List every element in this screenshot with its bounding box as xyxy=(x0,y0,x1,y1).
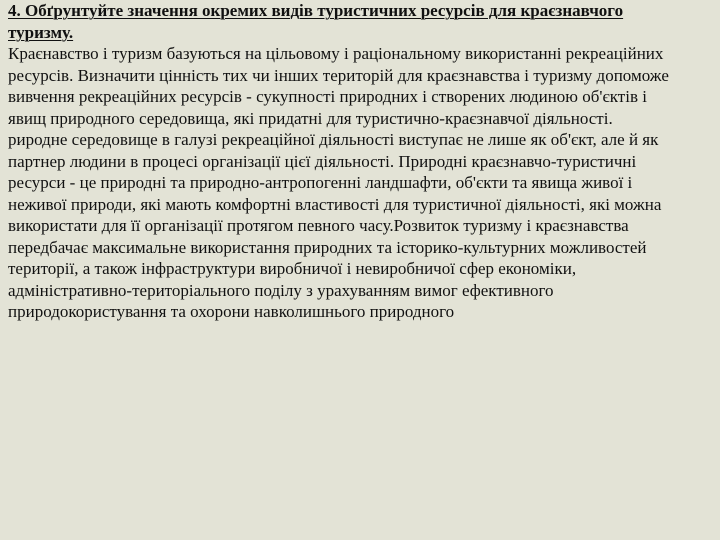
body-line: явищ природного середовища, які придатні для туристично-краєзнавчої діяльності. xyxy=(8,108,613,128)
answer-paragraph xyxy=(8,43,712,323)
body-line: території, а також інфраструктури виробничої і невиробничої сфер економіки, xyxy=(8,259,577,278)
body-line: риродне середовище в галузі рекреаційної діяльності виступає не лише як об'єкт, але й як xyxy=(8,130,659,149)
heading-line: туризму. xyxy=(8,22,74,42)
question-heading xyxy=(8,0,712,43)
body-line: партнер людини в процесі організації цієї діяльності. Природні краєзнавчо-туристичні xyxy=(8,151,637,171)
body-line: природокористування та охорони навколишнього природного xyxy=(8,302,455,321)
body-line: передбачає максимальне використання природних та історико-культурних можливостей xyxy=(8,237,647,257)
body-line: ресурсів. Визначити цінність тих чи інших територій для краєзнавства і туризму допоможе xyxy=(8,65,669,85)
body-line: адміністративно-територіального поділу з урахуванням вимог ефективного xyxy=(8,280,554,300)
body-line: неживої природи, які мають комфортні властивості для туристичної діяльності, які можна xyxy=(8,194,662,214)
body-line: вивчення рекреаційних ресурсів - сукупності природних і створених людиною об'єктів і xyxy=(8,87,647,106)
body-line: ресурси - це природні та природно-антропогенні ландшафти, об'єкти та явища живої і xyxy=(8,173,633,192)
text-block xyxy=(8,0,712,323)
body-line: Краєнавство і туризм базуються на цільовому і раціональному використанні рекреаційних xyxy=(8,44,664,63)
body-line: використати для її організації протягом певного часу.Розвиток туризму і краєзнавства xyxy=(8,216,629,235)
heading-line: 4. Обґрунтуйте значення окремих видів туристичних ресурсів для краєзнавчого xyxy=(8,1,624,20)
